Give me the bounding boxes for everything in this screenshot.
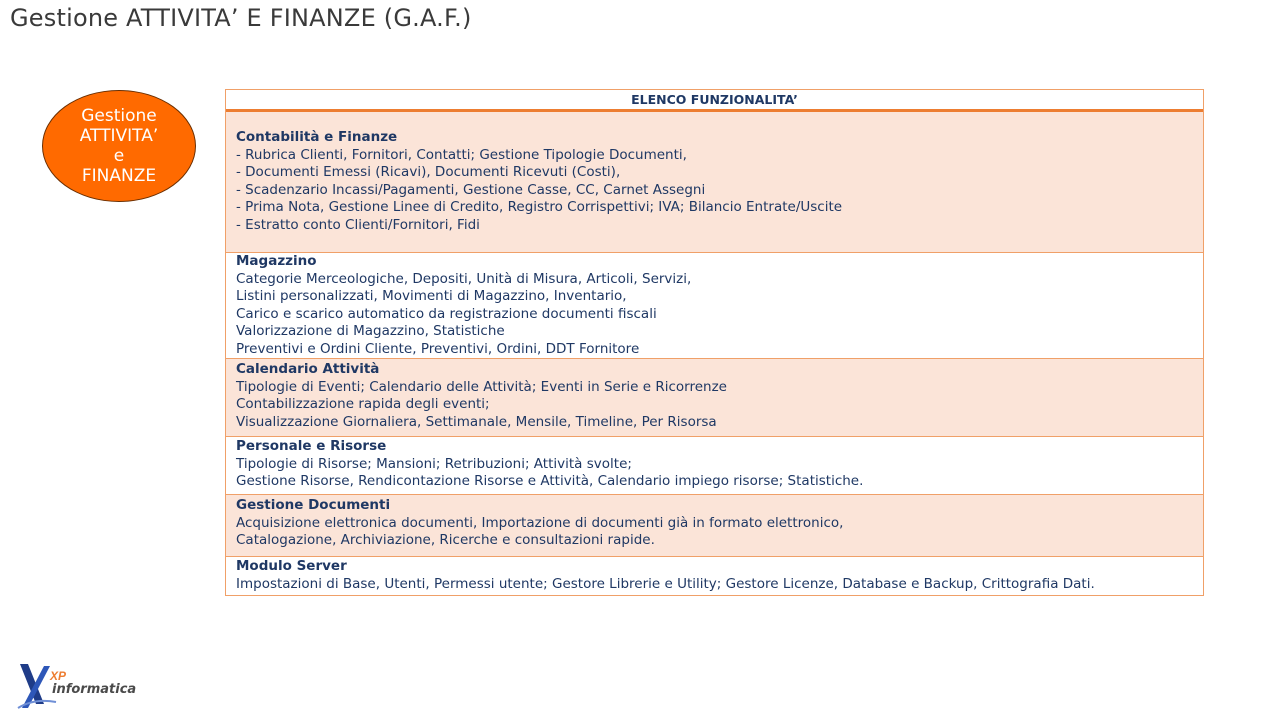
section-title: Gestione Documenti	[236, 497, 391, 513]
section-item: Catalogazione, Archiviazione, Ricerche e consultazioni rapide.	[236, 532, 655, 549]
section-item: - Scadenzario Incassi/Pagamenti, Gestione Casse, CC, Carnet Assegni	[236, 181, 706, 198]
section-title: Magazzino	[236, 253, 317, 269]
section-item: Tipologie di Eventi; Calendario delle Attività; Eventi in Serie e Ricorrenze	[236, 378, 727, 395]
section-item: Impostazioni di Base, Utenti, Permessi utente; Gestore Librerie e Utility; Gestore Licenze, Database e Backup, Crittografia Dati.	[236, 575, 1095, 592]
module-oval	[42, 90, 196, 202]
table-header: ELENCO FUNZIONALITA’	[226, 90, 1203, 112]
section-item: Listini personalizzati, Movimenti di Magazzino, Inventario,	[236, 288, 627, 305]
oval-line: FINANZE	[81, 166, 157, 186]
section-item: Contabilizzazione rapida degli eventi;	[236, 396, 490, 413]
section-server	[226, 556, 1203, 595]
section-title: Modulo Server	[236, 558, 347, 574]
section-personale	[226, 436, 1203, 494]
oval-line: Gestione	[81, 106, 157, 126]
section-title: Calendario Attività	[236, 361, 380, 377]
logo-mark: XP	[50, 669, 67, 683]
section-item: - Estratto conto Clienti/Fornitori, Fidi	[236, 216, 480, 233]
section-item: Valorizzazione di Magazzino, Statistiche	[236, 323, 505, 340]
section-item: Tipologie di Risorse; Mansioni; Retribuzioni; Attività svolte;	[236, 455, 632, 472]
section-magazzino	[226, 252, 1203, 358]
section-item: Visualizzazione Giornaliera, Settimanale, Mensile, Timeline, Per Risorsa	[236, 413, 717, 430]
oval-line: ATTIVITA’	[79, 126, 159, 146]
section-item: Carico e scarico automatico da registrazione documenti fiscali	[236, 305, 657, 322]
logo-text: informatica	[52, 682, 137, 697]
section-item: - Rubrica Clienti, Fornitori, Contatti; Gestione Tipologie Documenti,	[236, 146, 687, 163]
feature-table	[225, 89, 1204, 596]
section-item: Categorie Merceologiche, Depositi, Unità di Misura, Articoli, Servizi,	[236, 270, 692, 287]
page-title: Gestione ATTIVITA’ E FINANZE (G.A.F.)	[10, 4, 472, 32]
section-title: Personale e Risorse	[236, 438, 387, 454]
section-item: - Documenti Emessi (Ricavi), Documenti Ricevuti (Costi),	[236, 164, 621, 181]
section-item: - Prima Nota, Gestione Linee di Credito, Registro Corrispettivi; IVA; Bilancio Entrate/Uscite	[236, 199, 843, 216]
section-item: Acquisizione elettronica documenti, Importazione di documenti già in formato elettronico,	[236, 514, 844, 531]
oval-line: e	[113, 146, 125, 166]
section-documenti	[226, 494, 1203, 556]
section-item: Preventivi e Ordini Cliente, Preventivi, Ordini, DDT Fornitore	[236, 340, 640, 357]
section-title: Contabilità e Finanze	[236, 129, 398, 145]
company-logo	[14, 658, 137, 714]
section-contabilita	[226, 112, 1203, 252]
section-calendario	[226, 358, 1203, 436]
section-item: Gestione Risorse, Rendicontazione Risorse e Attività, Calendario impiego risorse; Statistiche.	[236, 473, 864, 490]
